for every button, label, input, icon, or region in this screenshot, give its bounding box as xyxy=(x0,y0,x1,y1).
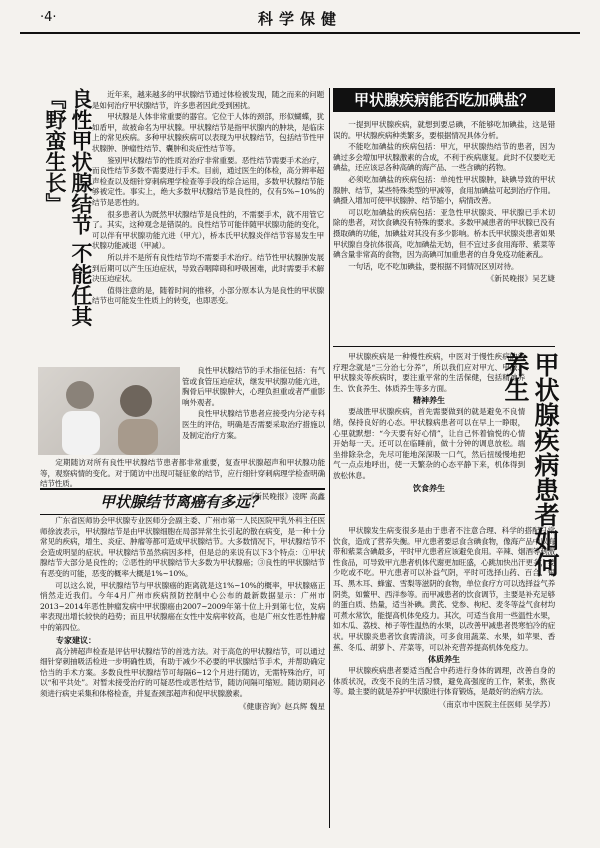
article3-title-box xyxy=(40,488,325,515)
article4-p1: 甲状腺疾病是一种慢性疾病，中医对于慢性疾病的治疗理念就是“三分治七分养”，所以我们应对甲亢、甲减、甲状腺炎等疾病时，要注重平常的生活保健，包括精神养生、饮食养生、体质养生等多方面。 xyxy=(333,352,525,393)
article4-sub3: 体质养生 xyxy=(428,655,460,665)
article1-p1: 近年来，越来越多的甲状腺结节通过体检被发现，随之而来的问题是如何治疗甲状腺结节，许多患者因此受到困扰。 xyxy=(92,90,324,110)
article2-body xyxy=(333,120,555,284)
article1-title: 良性甲状腺结节 不能任其『野蛮生长』 xyxy=(43,88,93,327)
article4-credit: （南京市中医院主任医师 吴学苏） xyxy=(438,699,555,709)
article1-p9: 定期随访对所有良性甲状腺结节患者都非常重要，复查甲状腺超声和甲状腺功能等，观察病情的变化。对于随访中出现可疑征象的结节，应行细针穿刺病理学检查明确结节性质。 xyxy=(40,458,325,489)
article1-p6: 值得注意的是，随着时间的推移，小部分原本认为是良性的甲状腺结节也可能发生性质上的转变，也即恶变。 xyxy=(92,285,324,306)
article1-body-lower xyxy=(182,366,325,442)
article4-body xyxy=(333,352,525,495)
divider-right xyxy=(333,346,555,347)
article4-sub2: 饮食养生 xyxy=(413,483,445,493)
article1-p3: 鉴别甲状腺结节的性质对治疗非常重要。恶性结节需要手术治疗，而良性结节多数不需要进行手术。目前，通过医生的体检，高分辨率超声检查以及细针穿刺病理学检查等手段的综合运用，多数甲状腺结节能够被定性。事实上，绝大多数甲状腺结节是良性的，仅有5%~10%的结节是恶性的。 xyxy=(92,155,324,207)
section-title: 科学保健 xyxy=(257,10,342,28)
article2-p5: 一句话，吃不吃加碘盐，要根据不同情况区别对待。 xyxy=(348,261,519,271)
article2-p3: 必须吃加碘盐的疾病包括：单纯性甲状腺肿，缺碘导致的甲状腺肿、结节，某些特殊类型的甲减等，食用加碘盐可起到治疗作用。碘摄入增加可使甲状腺肿、结节缩小，病情改善。 xyxy=(333,174,555,206)
article3-title: 甲状腺结节离癌有多远？ xyxy=(99,493,265,511)
article3-p1: 广东省医师协会甲状腺专业医师分会副主委、广州市第一人民医院甲乳外科主任医师徐波表示，甲状腺结节是由甲状腺细胞在局部异常生长引起的散在病变，是一种十分常见的疾病，增生、炎症、肿瘤等都可造成甲状腺结节。大多数情况下，甲状腺结节不会造成明显的症状。甲状腺结节虽然病因多样，但是总的来说有以下3个特点：①甲状腺结节大部分是良性的；②恶性的甲状腺结节大多数为甲状腺癌；③良性的甲状腺结节有恶变的可能，恶变的概率大概是1%~10%。 xyxy=(40,516,325,578)
article4-p4: 甲状腺疾病患者要适当配合中药进行身体的调理，改善自身的体质状况，改变不良的生活习惯，避免高强度的工作，紧张，熬夜等。最主要的就是养护甲状腺进行体育锻炼，是最好的治病方法。 xyxy=(333,666,555,697)
article4-title: 甲状腺疾病患者如何养生 xyxy=(501,352,560,577)
article3-p3: 高分辨超声检查是评估甲状腺结节的首选方法。对于高危的甲状腺结节，可以通过细针穿刺抽吸活检进一步明确性质，有助于减少不必要的甲状腺结节手术，并帮助确定恰当的手术方案。多数良性甲状腺结节可每隔6~12个月进行随访，无需特殊治疗，可以“和平共处”。对暂未接受治疗的可疑恶性或恶性结节，随访间隔可缩短。随访期间必须进行病史采集和体格检查，并复查颈部超声和促甲状腺激素。 xyxy=(40,646,325,698)
article2-p1: 一提到甲状腺疾病，就想到要忌碘，不能够吃加碘盐，这是错误的。甲状腺疾病种类繁多，要根据情况具体分析。 xyxy=(333,120,555,140)
article2-p2: 不能吃加碘盐的疾病包括：甲亢，甲状腺热结节的患者，因为碘过多会增加甲状腺激素的合成，不利于疾病康复。此时不仅要吃无碘盐，还应该忌各种高碘的海产品、一些含碘的药物。 xyxy=(333,142,555,173)
article1-p5: 所以并不是所有良性结节均不需要手术治疗。结节性甲状腺肿发展到后期可以产生压迫症状，导致吞咽障碍和呼吸困难，此时需要手术解决压迫症状。 xyxy=(92,252,324,284)
article1-p4: 很多患者认为既然甲状腺结节是良性的，不需要手术，就不用管它了。其实，这种观念是错误的。良性结节可能伴随甲状腺功能的变化，可以伴有甲状腺功能亢进（甲亢），桥本氏甲状腺炎伴结节容易发生甲状腺功能减退（甲减）。 xyxy=(92,209,324,251)
article3-credit: 《健康咨询》赵兵辉 魏星 xyxy=(239,701,325,711)
article2-p4: 可以吃加碘盐的疾病包括：亚急性甲状腺炎、甲状腺已手术切除的患者，对饮食碘没有特殊的要求。多数甲减患者的甲状腺已没有摄取碘的功能，加碘盐对其没有多少影响。桥本氏甲状腺炎患者如果甲状腺自身抗体很高，吃加碘盐无妨，但不宜过多食用海带、紫菜等碘含量非常高的食物，因为高碘可加重患者的自身免疫功能紊乱。 xyxy=(333,207,555,260)
article1-credit: 《新民晚报》凌晖 高鑫 xyxy=(246,491,325,501)
article1-p2: 甲状腺是人体非常重要的器官。它位于人体的颈部，形似蝴蝶，犹如盾甲，故被命名为甲状腺。甲状腺结节是指甲状腺内的肿块，是临床上的常见疾病。多种甲状腺疾病可以表现为甲状腺结节，包括结节性甲状腺肿、肿瘤性结节、囊肿和炎症性结节等。 xyxy=(92,112,324,153)
column-divider xyxy=(329,88,330,828)
article3-p2: 可以这么说，甲状腺结节与甲状腺癌的距离就是这1%~10%的概率，甲状腺癌正悄然走近我们。今年4月广州市疾病预防控制中心公布的最新数据显示：广州市2013~2014年恶性肿瘤发病中甲状腺癌由2007~2009年第十位上升到第七位，发病率表现出增长较快的趋势；而且甲状腺癌在女性中发病率较高，也是广州女性恶性肿瘤中的第四位。 xyxy=(40,580,325,632)
article1-body xyxy=(92,90,324,308)
article1-p7: 良性甲状腺结节的手术指征包括：有气管或食管压迫症状，继发甲状腺功能亢进，胸骨后甲状腺肿大，心理负担重或者严重影响外观者。 xyxy=(182,366,325,407)
article4-p3: 甲状腺发生病变很多是由于患者不注意合理、科学的搭配日常饮食，造成了营养失衡。甲亢患者要忌食含碘食物，像海产品中以海带和紫菜含碘最多，平时甲亢患者应该避免食用。辛辣、烟酒等刺激性食品，可导致甲亢患者机体代谢更加旺盛，心跳加快出汗更多，要少吃或不吃。甲亢患者可以补益气阴，平时可选择山药、百合、银耳、黑木耳、蜂蜜、雪梨等滋阴的食物，单位食疗方可以选择益气养阴类，如鳖甲、西洋参等。而甲减患者的饮食调节，主要是补充足够的蛋白质、热量，适当补碘。黄芪、党参、枸杞、麦冬等益气食材均可煮水常饮，能提高机体免疫力。其次，可适当食用一些温性水果，如木瓜、荔枝、柿子等性温热的水果，以改善甲减患者畏寒怕冷的症状。甲状腺炎患者饮食需清淡，可多食用蔬菜、水果，如苹果、香蕉、冬瓜、胡萝卜、芹菜等，可以补充营养提高机体免疫力。 xyxy=(333,526,555,652)
article2-title-bar xyxy=(333,88,555,112)
article1-p8: 良性甲状腺结节患者应接受内分泌专科医生的评估，明确是否需要采取治疗措施以及制定治疗方案。 xyxy=(182,409,325,440)
photo-illustration xyxy=(38,367,180,455)
article2-title: 甲状腺疾病能否吃加碘盐？ xyxy=(353,91,534,109)
article4-body-lower xyxy=(333,526,555,710)
article4-sub1: 精神养生 xyxy=(413,396,445,406)
article3-body xyxy=(40,516,325,712)
doctor-patient-photo xyxy=(38,367,180,455)
article3-sub: 专家建议： xyxy=(56,635,96,645)
article4-p2: 要战胜甲状腺疾病，首先需要做到的就是避免不良情绪，保持良好的心态。甲状腺病患者可以在早上一睁眼，心里就默想：“今天要有好心情”，让自己怀着愉悦的心情开始每一天。还可以在临睡前，做十分钟的调息放松。端坐排除杂念，先尽可能地深深吸一口气，然后扭缓慢地把气一点点地呼出，使一天繁杂的心态平静下来，机体得到放松休息。 xyxy=(333,407,525,480)
page-number: ·4· xyxy=(40,10,57,25)
article2-credit: 《新民晚报》吴艺婕 xyxy=(486,274,555,284)
page-header xyxy=(20,6,580,34)
